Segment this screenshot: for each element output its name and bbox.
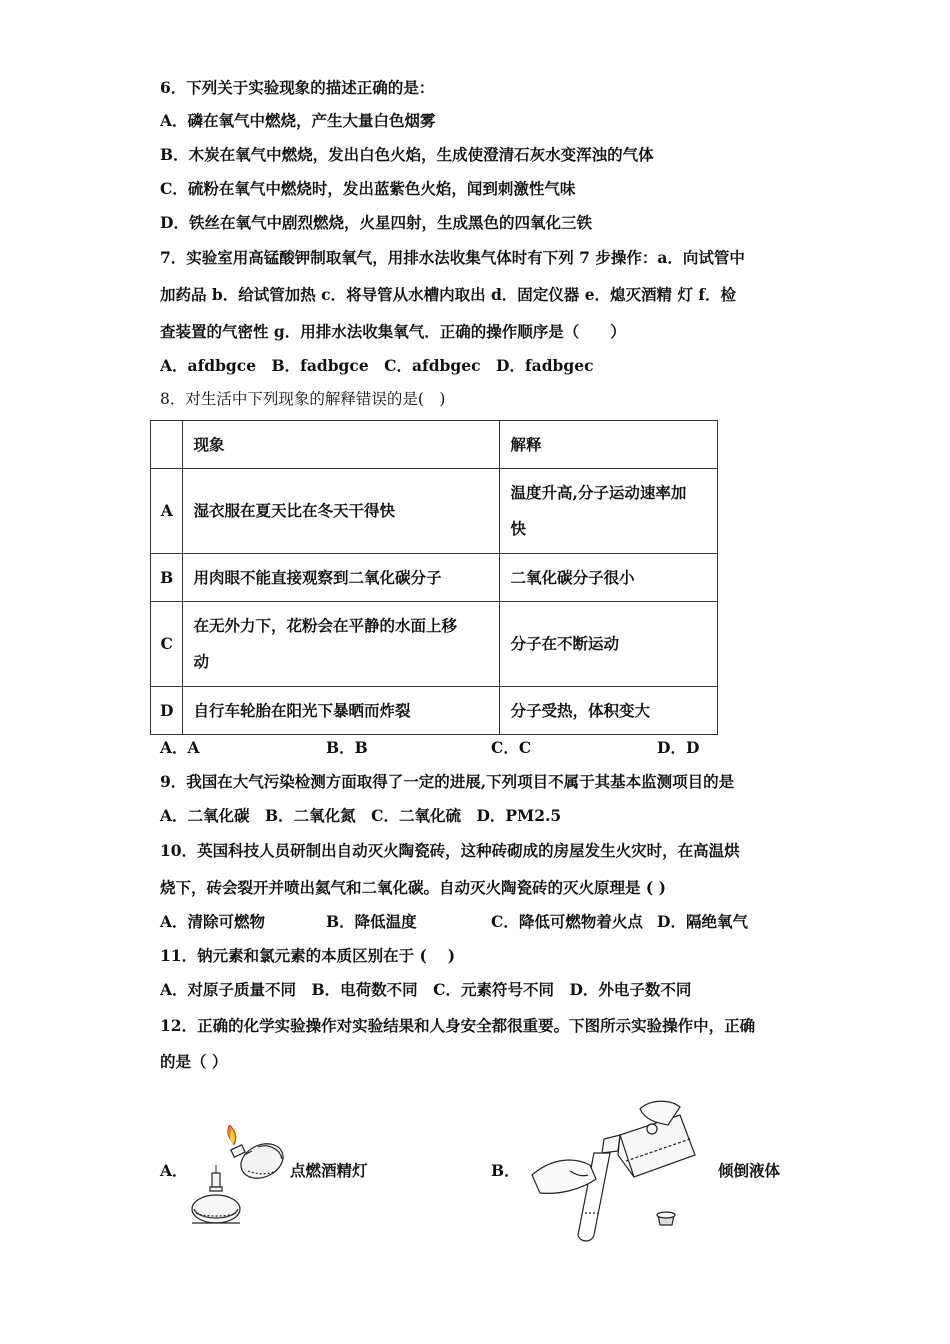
q8-stem: 8．对生活中下列现象的解释错误的是( ) [160,390,446,408]
q8-option-d: D．D [657,738,700,757]
q12-option-b-caption: 倾倒液体 [718,1161,781,1180]
header-phenomenon: 现象 [183,421,500,469]
table-corner-cell [151,421,183,469]
row-phenomenon [183,469,500,554]
pouring-liquid-figure [530,1095,700,1257]
q7-options: A．afdbgce B．fadbgce C．afdbgec D．fadbgec [160,356,594,375]
table-row [151,554,718,602]
q7-line-2: 加药品 b．给试管加热 c．将导管从水槽内取出 d．固定仪器 e．熄灭酒精 灯 f．检 [160,285,737,304]
q12-option-a-caption: 点燃酒精灯 [290,1161,368,1180]
q10-option-d: D．隔绝氧气 [657,912,748,931]
row-option: D [151,687,183,735]
q10-option-b: B．降低温度 [326,912,417,931]
table-row [151,687,718,735]
q10-line-1: 10．英国科技人员研制出自动灭火陶瓷砖，这种砖砌成的房屋发生火灾时，在高温烘 [160,841,740,860]
q12-line-2: 的是（ ） [160,1052,228,1071]
row-explanation: 二氧化碳分子很小 [500,554,718,602]
q9-stem: 9．我国在大气污染检测方面取得了一定的进展,下列项目不属于其基本监测项目的是 [160,772,735,791]
row-explanation-line-2: 快 [510,519,526,538]
table-row [151,602,718,687]
explanation-table [150,420,718,735]
row-explanation-line-1: 温度升高,分子运动速率加 [510,483,687,502]
q6-stem: 6．下列关于实验现象的描述正确的是： [160,78,435,97]
row-explanation: 分子受热，体积变大 [500,687,718,735]
q10-option-a: A．清除可燃物 [160,912,266,931]
row-phenomenon-line-2: 动 [193,652,209,671]
alcohol-lamp-figure [188,1125,288,1233]
q12-option-a-label: A． [160,1161,188,1180]
row-explanation [500,469,718,554]
row-phenomenon: 自行车轮胎在阳光下暴晒而炸裂 [183,687,500,735]
q12-option-b-label: B． [491,1161,520,1180]
q11-options: A．对原子质量不同 B．电荷数不同 C．元素符号不同 D．外电子数不同 [160,980,692,999]
row-phenomenon [183,602,500,687]
q6-option-b: B．木炭在氧气中燃烧，发出白色火焰，生成使澄清石灰水变浑浊的气体 [160,145,654,164]
q10-option-c: C．降低可燃物着火点 [491,912,643,931]
q8-option-a: A．A [160,738,200,757]
header-explanation: 解释 [500,421,718,469]
row-option: B [151,554,183,602]
row-explanation: 分子在不断运动 [500,602,718,687]
q6-option-d: D．铁丝在氧气中剧烈燃烧，火星四射，生成黑色的四氧化三铁 [160,213,592,232]
q9-options: A．二氧化碳 B．二氧化氮 C．二氧化硫 D．PM2.5 [160,806,562,825]
q7-line-3: 查装置的气密性 g．用排水法收集氧气．正确的操作顺序是（ ） [160,322,626,341]
q8-option-b: B．B [326,738,368,757]
row-option: A [151,469,183,554]
q6-option-a: A．磷在氧气中燃烧，产生大量白色烟雾 [160,111,436,130]
q11-stem: 11．钠元素和氯元素的本质区别在于 ( ) [160,946,456,965]
q7-line-1: 7．实验室用高锰酸钾制取氧气，用排水法收集气体时有下列 7 步操作：a．向试管中 [160,248,745,267]
q8-option-c: C．C [491,738,532,757]
row-option: C [151,602,183,687]
row-phenomenon-line-1: 在无外力下，花粉会在平静的水面上移 [193,616,457,635]
row-phenomenon: 用肉眼不能直接观察到二氧化碳分子 [183,554,500,602]
q6-option-c: C．硫粉在氧气中燃烧时，发出蓝紫色火焰，闻到刺激性气味 [160,179,576,198]
q12-line-1: 12．正确的化学实验操作对实验结果和人身安全都很重要。下图所示实验操作中，正确 [160,1016,756,1035]
table-header-row [151,421,718,469]
table-row [151,469,718,554]
row-phenomenon-text: 湿衣服在夏天比在冬天干得快 [193,501,395,520]
q10-line-2: 烧下，砖会裂开并喷出氦气和二氧化碳。自动灭火陶瓷砖的灭火原理是 ( ) [160,878,666,897]
